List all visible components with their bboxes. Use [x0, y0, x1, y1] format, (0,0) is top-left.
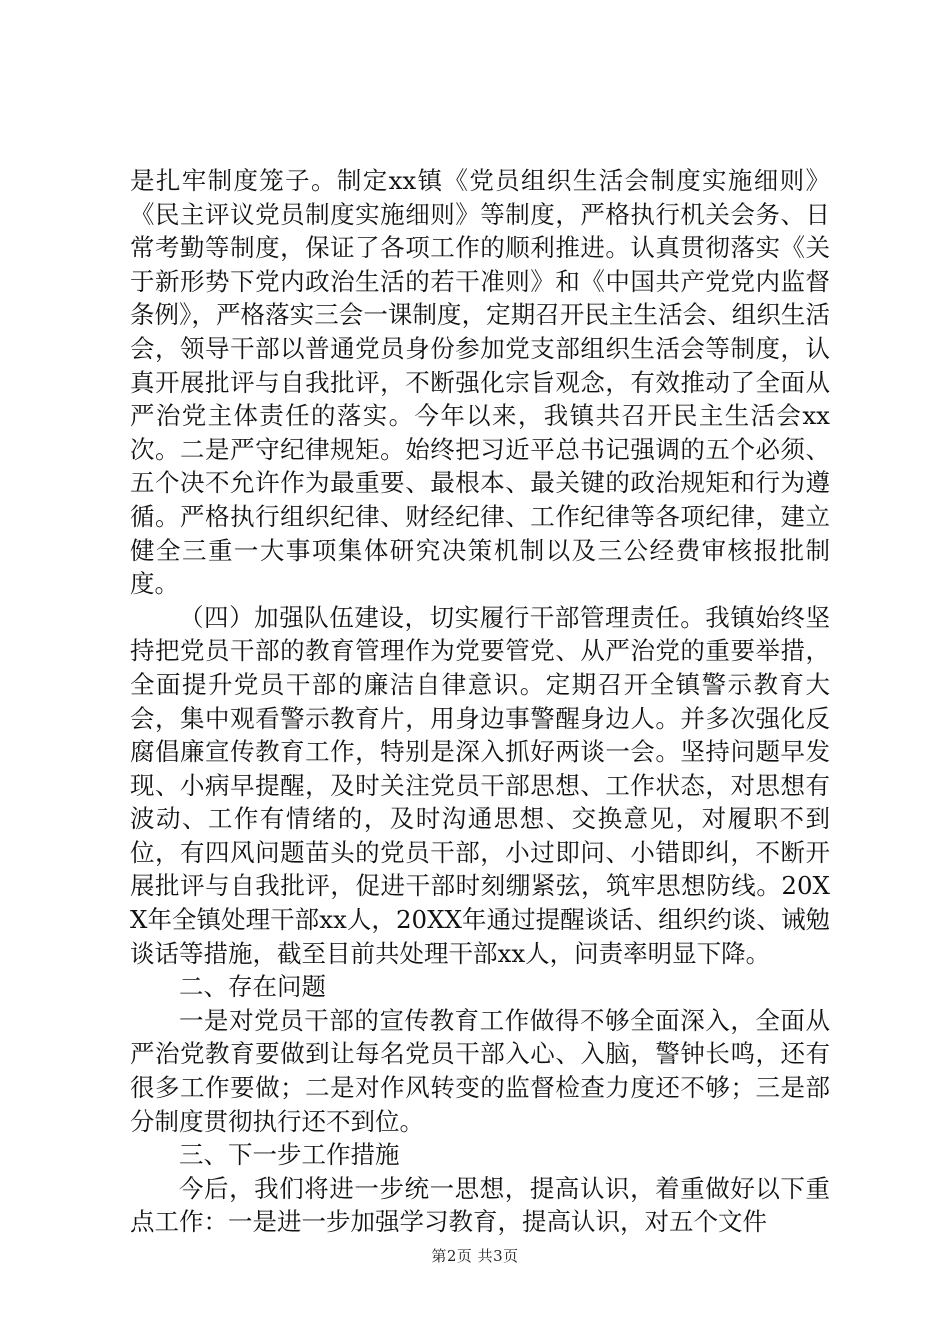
document-body	[130, 164, 830, 1239]
section-heading-next-steps: 三、下一步工作措施	[179, 1140, 400, 1170]
paragraph-2: （四）加强队伍建设，切实履行干部管理责任。我镇始终坚持把党员干部的教育管理作为党要管党、从严治党的重要举措，全面提升党员干部的廉洁自律意识。定期召开全镇警示教育大会，集中观看警示教育片，用身边事警醒身边人。并多次强化反腐倡廉宣传教育工作，特别是深入抓好两谈一会。坚持问题早发现、小病早提醒，及时关注党员干部思想、工作状态，对思想有波动、工作有情绪的，及时沟通思想、交换意见，对履职不到位，有四风问题苗头的党员干部，小过即问、小错即纠，不断开展批评与自我批评，促进干部时刻绷紧弦，筑牢思想防线。20XX年全镇处理干部xx人，20XX年通过提醒谈话、组织约谈、诫勉谈话等措施，截至目前共处理干部xx人，问责率明显下降。	[130, 602, 830, 968]
page-footer: 第2页 共3页	[431, 1247, 519, 1265]
paragraph-1: 是扎牢制度笼子。制定xx镇《党员组织生活会制度实施细则》《民主评议党员制度实施细则》等制度，严格执行机关会务、日常考勤等制度，保证了各项工作的顺利推进。认真贯彻落实《关于新形势下党内政治生活的若干准则》和《中国共产党党内监督条例》，严格落实三会一课制度，定期召开民主生活会、组织生活会，领导干部以普通党员身份参加党支部组织生活会等制度，认真开展批评与自我批评，不断强化宗旨观念，有效推动了全面从严治党主体责任的落实。今年以来，我镇共召开民主生活会xx次。二是严守纪律规矩。始终把习近平总书记强调的五个必须、五个决不允许作为最重要、最根本、最关键的政治规矩和行为遵循。严格执行组织纪律、财经纪律、工作纪律等各项纪律，建立健全三重一大事项集体研究决策机制以及三公经费审核报批制度。	[130, 166, 830, 599]
paragraph-3: 一是对党员干部的宣传教育工作做得不够全面深入，全面从严治党教育要做到让每名党员干部入心、入脑，警钟长鸣，还有很多工作要做；二是对作风转变的监督检查力度还不够；三是部分制度贯彻执行还不到位。	[130, 1005, 830, 1136]
paragraph-4: 今后，我们将进一步统一思想，提高认识，着重做好以下重点工作：一是进一步加强学习教育，提高认识，对五个文件	[130, 1173, 830, 1237]
section-heading-problems: 二、存在问题	[179, 972, 326, 1002]
